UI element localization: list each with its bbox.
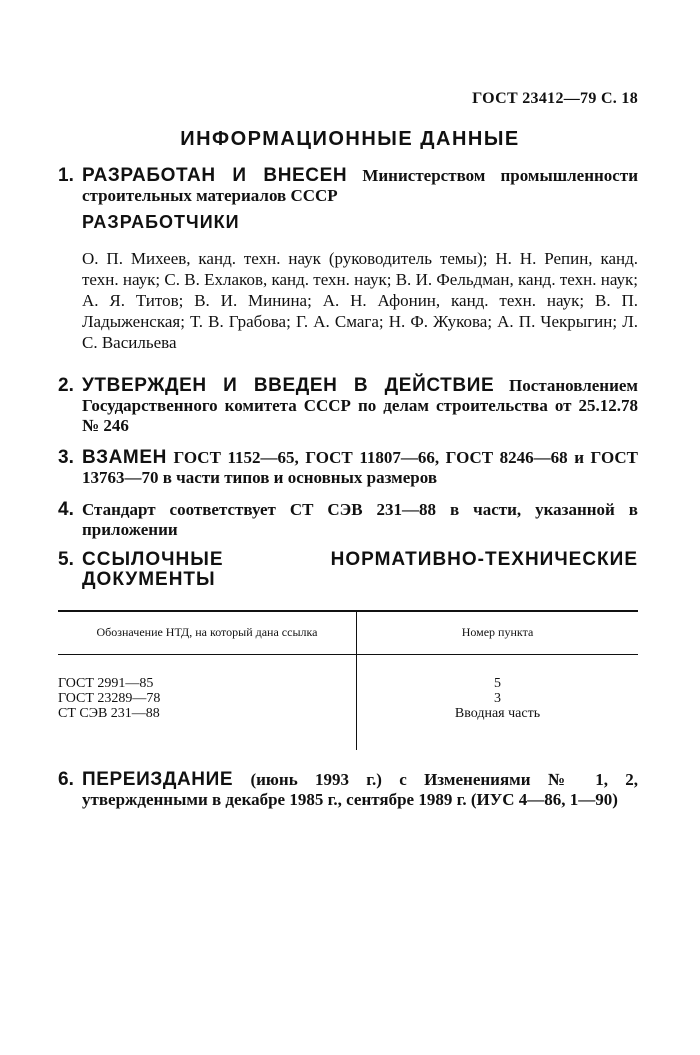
section-5-heading: ССЫЛОЧНЫЕ НОРМАТИВНО-ТЕХНИЧЕСКИЕ ДОКУМЕНТЫ bbox=[82, 549, 638, 590]
table-doc-column bbox=[58, 676, 348, 721]
section-6-text: (июнь 1993 г.) с Изменениями № 1, 2, утвержденными в декабре 1985 г., сентябре 1989 г. (ИУС 4—86, 1—90) bbox=[82, 770, 639, 809]
section-2-text: Постановлением Государственного комитета СССР по делам строительства от 25.12.78 № 246 bbox=[82, 376, 638, 435]
reference-table bbox=[58, 610, 638, 752]
table-cell-doc: ГОСТ 23289—78 bbox=[58, 691, 161, 706]
section-5-body bbox=[82, 550, 638, 590]
section-3-number: 3. bbox=[58, 447, 74, 468]
section-2-number: 2. bbox=[58, 375, 74, 396]
table-top-rule bbox=[58, 610, 638, 612]
page-title: ИНФОРМАЦИОННЫЕ ДАННЫЕ bbox=[180, 128, 520, 150]
section-6 bbox=[58, 770, 638, 810]
section-1-text: Министерством промышленности строительных материалов СССР bbox=[82, 166, 638, 205]
section-1-body bbox=[82, 166, 638, 206]
table-cell-point: Вводная часть bbox=[454, 706, 541, 721]
section-3-body bbox=[82, 448, 638, 488]
section-4-body bbox=[82, 500, 638, 540]
section-5 bbox=[58, 550, 638, 590]
table-header-point: Номер пункта bbox=[461, 625, 534, 639]
section-6-body bbox=[82, 770, 638, 810]
section-2 bbox=[58, 376, 638, 436]
table-point-column bbox=[357, 676, 638, 721]
developers-list: О. П. Михеев, канд. техн. наук (руководитель темы); Н. Н. Репин, канд. техн. наук; С. В. Ехлаков, канд. техн. наук; В. И. Фельдман, канд. техн. наук; А. Я. Титов; В. И. Минина; А. Н. Афонин, канд. техн. наук; В. П. Ладыженская; Т. В. Грабова; Г. А. Смага; Н. Ф. Жукова; А. П. Чекрыгин; Л. С. Васильева bbox=[82, 249, 638, 352]
developers-heading: РАЗРАБОТЧИКИ bbox=[82, 212, 240, 232]
table-cell-doc: СТ СЭВ 231—88 bbox=[58, 706, 160, 721]
section-5-number: 5. bbox=[58, 549, 74, 570]
section-3-heading: ВЗАМЕН bbox=[82, 447, 167, 468]
section-4-text: Стандарт соответствует СТ СЭВ 231—88 в части, указанной в приложении bbox=[82, 500, 638, 539]
section-3 bbox=[58, 448, 638, 488]
section-1-number: 1. bbox=[58, 165, 74, 186]
section-6-number: 6. bbox=[58, 769, 74, 790]
section-2-body bbox=[82, 376, 638, 436]
section-1-heading: РАЗРАБОТАН И ВНЕСЕН bbox=[82, 165, 348, 186]
section-4-number: 4. bbox=[58, 499, 74, 520]
section-6-heading: ПЕРЕИЗДАНИЕ bbox=[82, 769, 234, 790]
table-header-doc: Обозначение НТД, на который дана ссылка bbox=[96, 625, 318, 639]
table-header-rule bbox=[58, 654, 638, 655]
table-cell-doc: ГОСТ 2991—85 bbox=[58, 676, 154, 691]
section-4 bbox=[58, 500, 638, 540]
table-cell-point: 3 bbox=[494, 691, 501, 706]
section-2-heading: УТВЕРЖДЕН И ВВЕДЕН В ДЕЙСТВИЕ bbox=[82, 375, 495, 396]
table-cell-point: 5 bbox=[494, 676, 501, 691]
section-1 bbox=[58, 166, 638, 206]
section-3-text: ГОСТ 1152—65, ГОСТ 11807—66, ГОСТ 8246—68 и ГОСТ 13763—70 в части типов и основных размеров bbox=[82, 448, 639, 487]
page-header-doc-ref: ГОСТ 23412—79 С. 18 bbox=[472, 90, 638, 107]
